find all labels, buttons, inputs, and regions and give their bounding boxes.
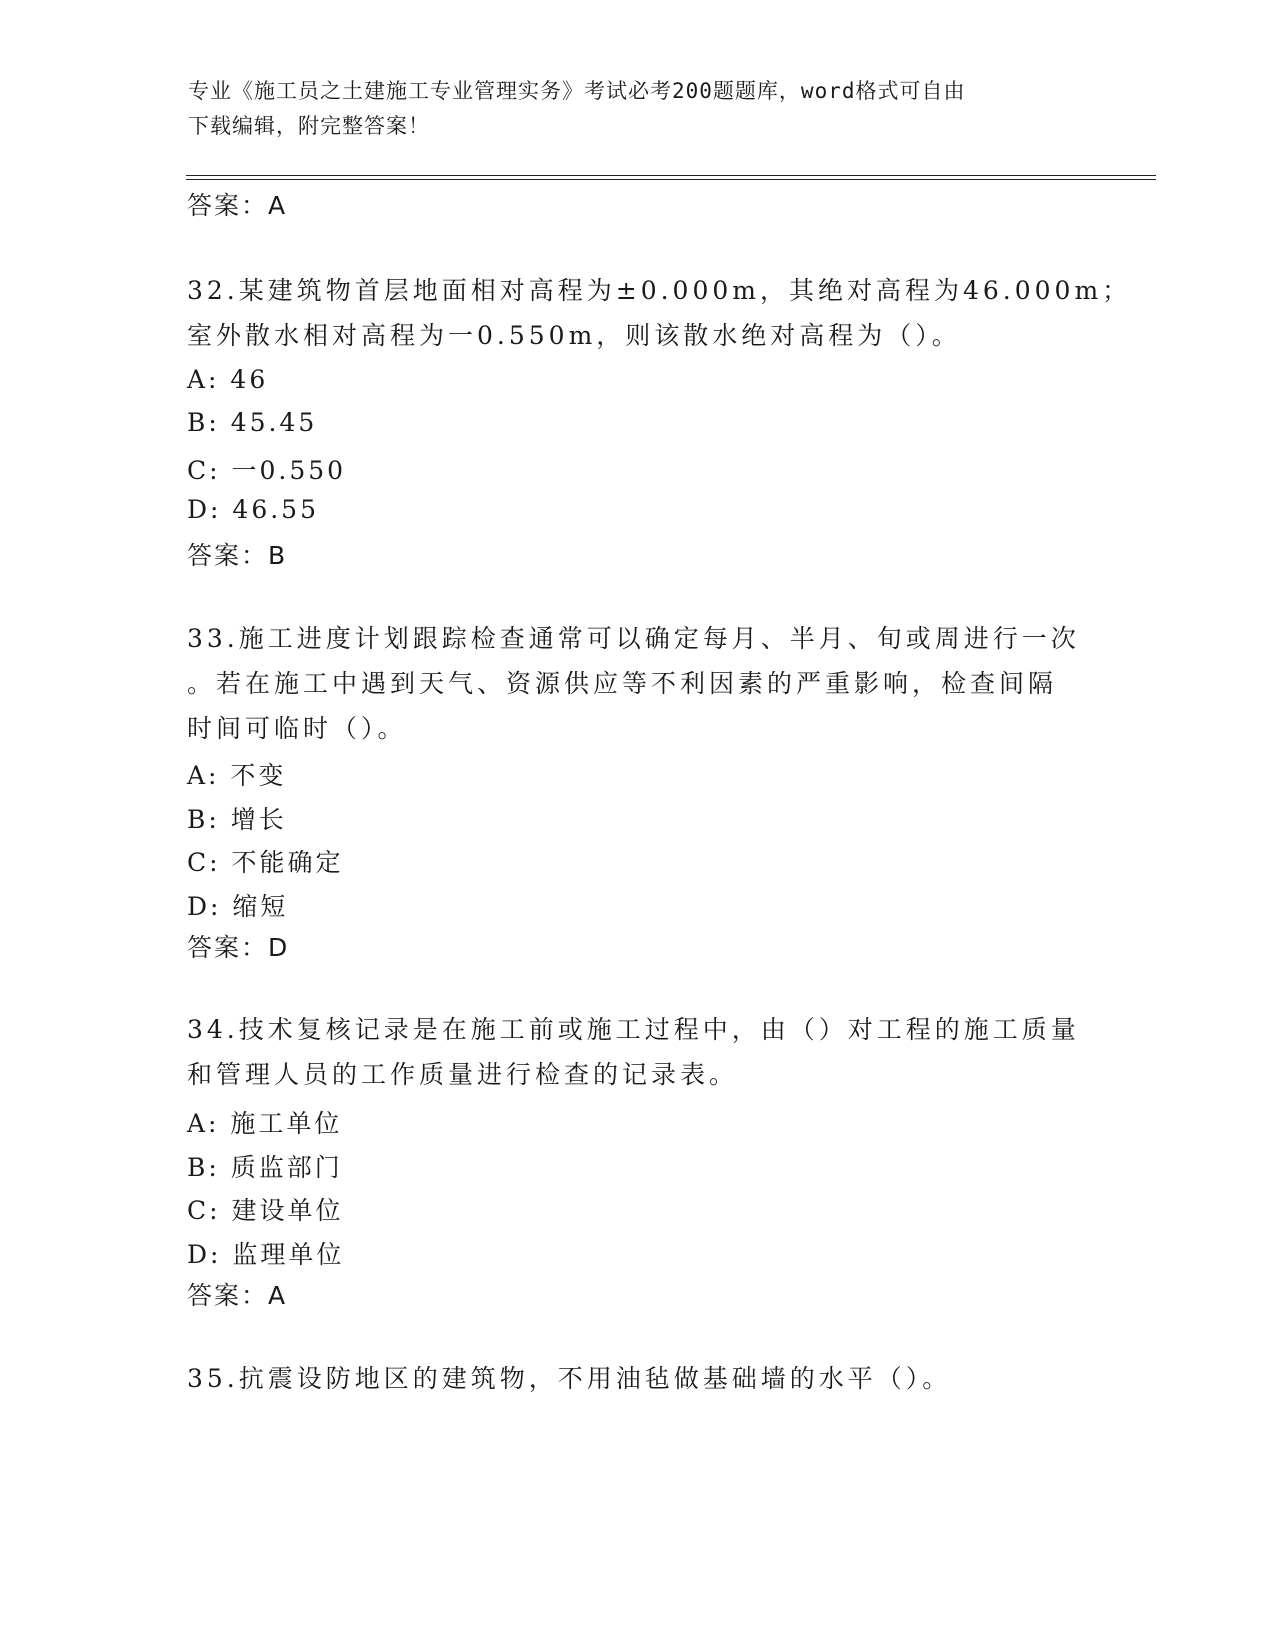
question-34-text — [187, 1007, 1087, 1097]
header-line-2: 下载编辑，附完整答案！ — [188, 114, 430, 138]
question-35-text — [187, 1356, 1087, 1401]
question-33-text — [187, 616, 1087, 751]
question-33-answer: 答案：D — [187, 933, 290, 962]
question-34-option-b: B: 质监部门 — [187, 1153, 343, 1182]
previous-answer: 答案：A — [187, 191, 288, 220]
question-line: 。若在施工中遇到天气、资源供应等不利因素的严重影响，检查间隔 — [187, 669, 1058, 698]
question-line: 和管理人员的工作质量进行检查的记录表。 — [187, 1060, 739, 1089]
question-32-answer: 答案：B — [187, 541, 288, 570]
question-32-option-d: D: 46.55 — [187, 495, 319, 524]
question-32-option-b: B: 45.45 — [187, 408, 318, 437]
question-34-option-a: A: 施工单位 — [187, 1109, 343, 1138]
question-line: 32.某建筑物首层地面相对高程为±0.000m，其绝对高程为46.000m； — [187, 276, 1132, 305]
question-33-option-c: C: 不能确定 — [187, 848, 344, 877]
header-divider — [186, 175, 1156, 180]
question-line: 33.施工进度计划跟踪检查通常可以确定每月、半月、旬或周进行一次 — [187, 624, 1080, 653]
question-32-option-c: C: 一0.550 — [187, 456, 347, 485]
question-34-option-d: D: 监理单位 — [187, 1240, 345, 1269]
question-line: 室外散水相对高程为一0.550m，则该散水绝对高程为（）。 — [187, 321, 961, 350]
question-line: 34.技术复核记录是在施工前或施工过程中，由（）对工程的施工质量 — [187, 1015, 1080, 1044]
question-34-option-c: C: 建设单位 — [187, 1196, 344, 1225]
question-34-answer: 答案：A — [187, 1281, 288, 1310]
document-header — [188, 74, 1068, 144]
header-line-1: 专业《施工员之土建施工专业管理实务》考试必考200题题库，word格式可自由 — [188, 79, 966, 103]
question-33-option-a: A: 不变 — [187, 761, 287, 790]
question-33-option-d: D: 缩短 — [187, 892, 289, 921]
question-32-option-a: A: 46 — [187, 365, 269, 394]
question-32-text — [187, 268, 1132, 358]
question-line: 时间可临时（）。 — [187, 714, 407, 743]
question-line: 35.抗震设防地区的建筑物，不用油毡做基础墙的水平（）。 — [187, 1364, 952, 1393]
question-33-option-b: B: 增长 — [187, 805, 287, 834]
